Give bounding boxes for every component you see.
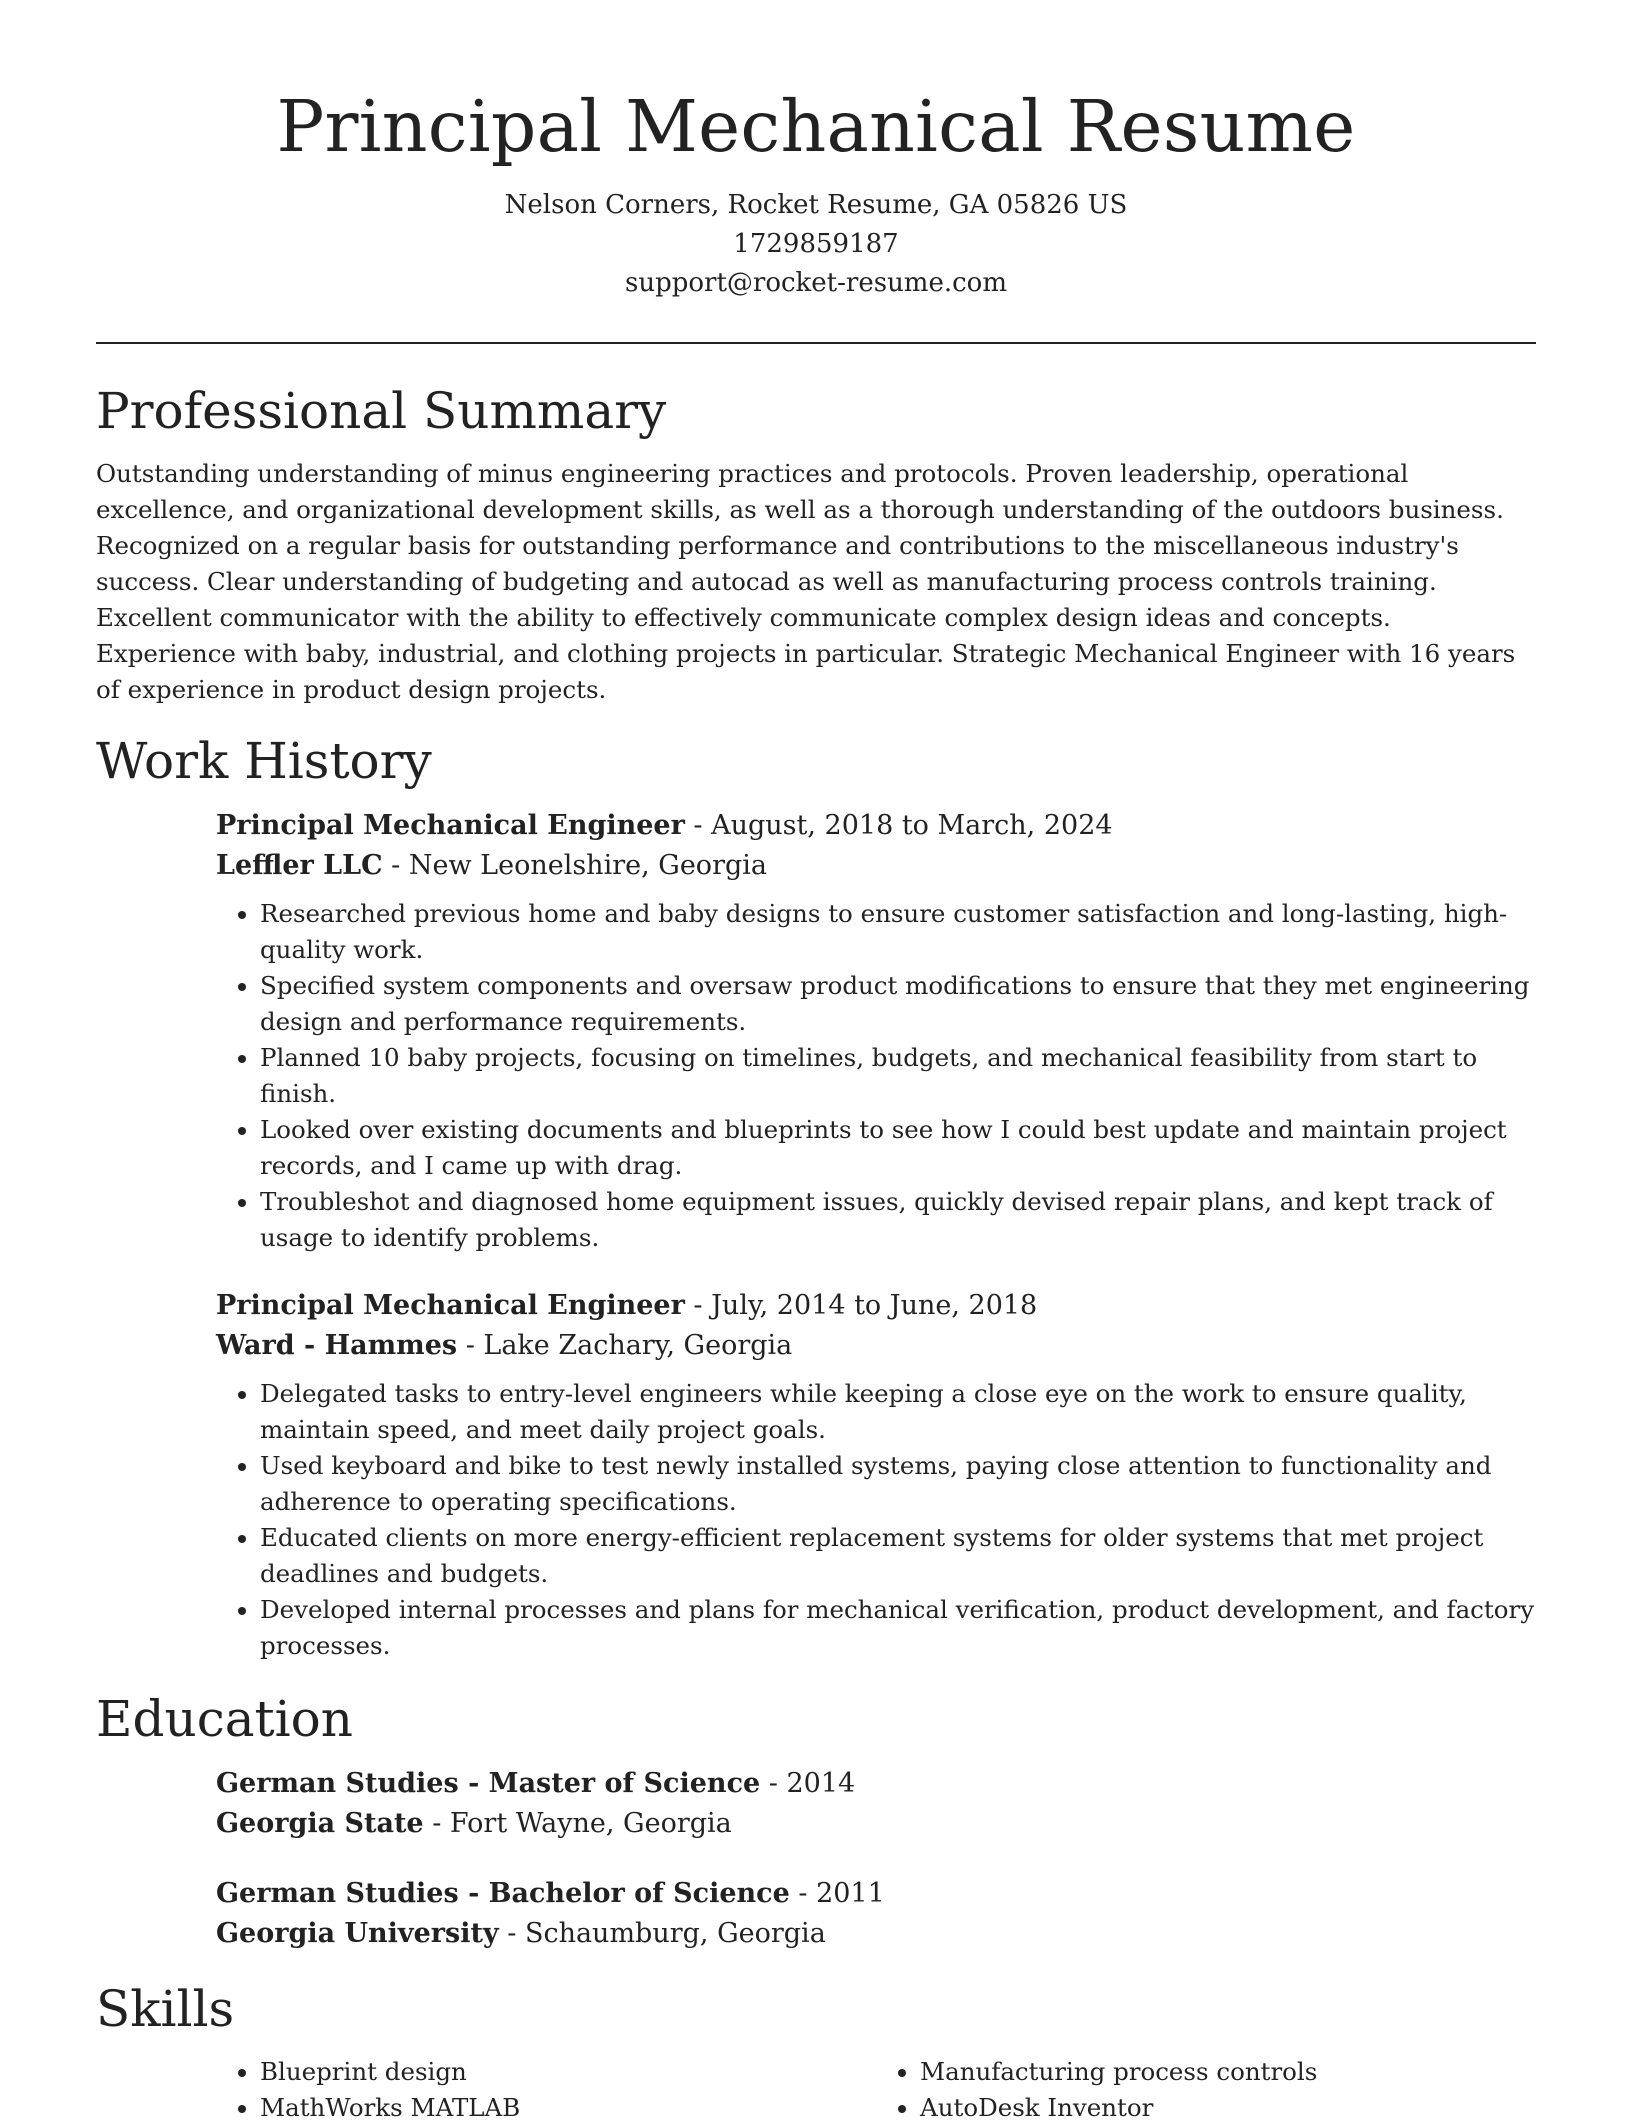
degree-line [216,1874,1536,1914]
school-name: Georgia University [216,1918,499,1949]
degree-line [216,1764,1536,1804]
degree-name: - Master of Science [458,1768,761,1799]
skill-item: • Manufacturing process controls [920,2054,1536,2090]
job-bullet: • Delegated tasks to entry-level engineers while keeping a close eye on the work to ensure quality, maintain speed, and meet daily project goals. [260,1376,1536,1448]
skills-column-left [216,2054,876,2126]
job-bullets [216,1376,1536,1664]
resume-header [0,0,1632,303]
degree-field: German Studies [216,1878,459,1909]
degree-year: - 2011 [789,1878,885,1909]
job-location: - New Leonelshire, Georgia [382,850,767,881]
skill-item: • Blueprint design [260,2054,876,2090]
job-title-line [216,1286,1536,1326]
job-entry [216,806,1536,1256]
school-location: - Schaumburg, Georgia [498,1918,826,1949]
degree-year: - 2014 [760,1768,856,1799]
job-entry [216,1286,1536,1664]
school-location: - Fort Wayne, Georgia [423,1808,732,1839]
job-bullet: • Planned 10 baby projects, focusing on timelines, budgets, and mechanical feasibility from start to finish. [260,1040,1536,1112]
job-company-line [216,1326,1536,1366]
degree-field: German Studies [216,1768,459,1799]
job-location: - Lake Zachary, Georgia [457,1330,793,1361]
skills-grid [216,2054,1536,2126]
education-section [96,1688,1536,1954]
job-bullet: • Educated clients on more energy-efficient replacement systems for older systems that met project deadlines and budgets. [260,1520,1536,1592]
job-bullet: • Troubleshot and diagnosed home equipment issues, quickly devised repair plans, and kept track of usage to identify problems. [260,1184,1536,1256]
school-name: Georgia State [216,1808,424,1839]
education-entry [216,1874,1536,1954]
work-history-section [96,730,1536,1664]
job-title: Principal Mechanical Engineer [216,810,685,841]
job-title: Principal Mechanical Engineer [216,1290,685,1321]
job-title-line [216,806,1536,846]
job-company-line [216,846,1536,886]
job-bullet: • Developed internal processes and plans for mechanical verification, product development, and factory processes. [260,1592,1536,1664]
section-heading-education: Education [96,1690,353,1748]
skills-column-right [876,2054,1536,2126]
section-heading-summary: Professional Summary [96,382,667,440]
job-bullet: • Researched previous home and baby designs to ensure customer satisfaction and long-lasting, high-quality work. [260,896,1536,968]
resume-body [96,380,1536,2126]
school-line [216,1914,1536,1954]
job-dates: - August, 2018 to March, 2024 [684,810,1113,841]
job-dates: - July, 2014 to June, 2018 [684,1290,1038,1321]
skill-item: • AutoDesk Inventor [920,2090,1536,2126]
job-company: Leffler LLC [216,850,383,881]
skill-item: • MathWorks MATLAB [260,2090,876,2126]
summary-text: Outstanding understanding of minus engineering practices and protocols. Proven leadership, operational excellence, and organizational development skills, as well as a thorough understanding of the outdoors business. Recognized on a regular basis for outstanding performance and contributions to the miscellaneous industry's success. Clear understanding of budgeting and autocad as well as manufacturing process controls training. Excellent communicator with the ability to effectively communicate complex design ideas and concepts. Experience with baby, industrial, and clothing projects in particular. Strategic Mechanical Engineer with 16 years of experience in product design projects. [96,459,1516,704]
contact-info [0,186,1632,303]
phone: 1729859187 [733,229,899,259]
resume-title: Principal Mechanical Resume [276,85,1356,168]
summary-section [96,380,1536,708]
job-company: Ward - Hammes [216,1330,458,1361]
job-bullet: • Looked over existing documents and blueprints to see how I could best update and maintain project records, and I came up with drag. [260,1112,1536,1184]
job-bullet: • Specified system components and oversaw product modifications to ensure that they met engineering design and performance requirements. [260,968,1536,1040]
header-divider [96,342,1536,344]
degree-name: - Bachelor of Science [458,1878,790,1909]
address: Nelson Corners, Rocket Resume, GA 05826 US [504,190,1128,220]
job-bullets [216,896,1536,1256]
job-bullet: • Used keyboard and bike to test newly installed systems, paying close attention to functionality and adherence to operating specifications. [260,1448,1536,1520]
school-line [216,1804,1536,1844]
email: support@rocket-resume.com [624,268,1007,298]
skills-section [96,1978,1536,2126]
section-heading-work: Work History [96,732,432,790]
education-entry [216,1764,1536,1844]
section-heading-skills: Skills [96,1980,235,2038]
